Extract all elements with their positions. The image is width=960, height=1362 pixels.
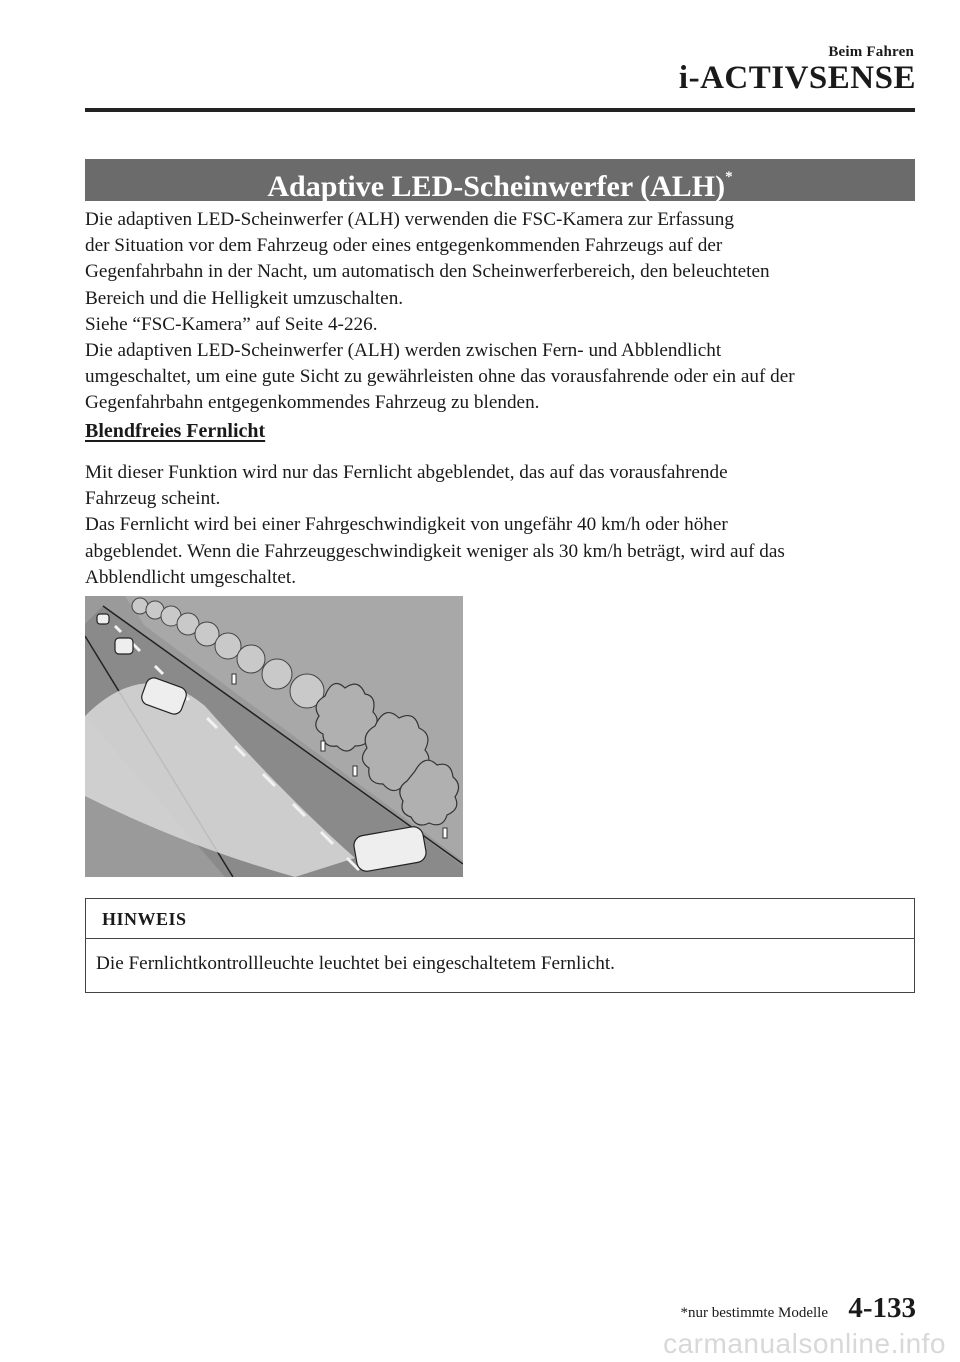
- section-title: Adaptive LED-Scheinwerfer (ALH): [267, 170, 726, 203]
- note-heading: HINWEIS: [86, 899, 914, 939]
- footnote: *nur bestimmte Modelle: [680, 1305, 828, 1321]
- glare-free-high-beam-illustration: [85, 596, 463, 877]
- subsection-line: Abblendlicht umgeschaltet.: [85, 566, 297, 588]
- cross-reference: Siehe “FSC-Kamera” auf Seite 4-226.: [85, 313, 378, 335]
- page-number: 4-133: [848, 1292, 916, 1324]
- subsection-paragraph: [85, 460, 925, 591]
- section-title-banner: [85, 159, 915, 201]
- subsection-line: abgeblendet. Wenn die Fahrzeuggeschwindigkeit weniger als 30 km/h beträgt, wird auf das: [85, 540, 785, 562]
- note-box: [85, 898, 915, 993]
- intro-line: Die adaptiven LED-Scheinwerfer (ALH) verwenden die FSC-Kamera zur Erfassung: [85, 209, 734, 230]
- intro-line: umgeschaltet, um eine gute Sicht zu gewährleisten ohne das vorausfahrende oder ein auf der: [85, 366, 795, 388]
- intro-line: Gegenfahrbahn in der Nacht, um automatisch den Scheinwerferbereich, den beleuchteten: [85, 261, 770, 283]
- subsection-line: Fahrzeug scheint.: [85, 488, 221, 510]
- intro-line: Bereich und die Helligkeit umzuschalten.: [85, 287, 404, 309]
- note-text: Die Fernlichtkontrollleuchte leuchtet bei eingeschaltetem Fernlicht.: [96, 953, 615, 974]
- subsection-line: Das Fernlicht wird bei einer Fahrgeschwindigkeit von ungefähr 40 km/h oder höher: [85, 514, 728, 536]
- intro-paragraph: [85, 207, 925, 417]
- intro-line: der Situation vor dem Fahrzeug oder eines entgegenkommenden Fahrzeugs auf der: [85, 235, 723, 257]
- watermark: carmanualsonline.info: [663, 1328, 946, 1359]
- header-chapter-title: i-ACTIVSENSE: [678, 60, 916, 96]
- road-scene-svg: [85, 596, 463, 877]
- header-section: Beim Fahren: [828, 44, 914, 60]
- title-asterisk: *: [725, 169, 733, 185]
- header-rule: [85, 108, 915, 112]
- intro-line: Gegenfahrbahn entgegenkommendes Fahrzeug zu blenden.: [85, 392, 540, 414]
- subsection-line: Mit dieser Funktion wird nur das Fernlicht abgeblendet, das auf das vorausfahrende: [85, 462, 728, 483]
- subsection-heading: Blendfreies Fernlicht: [85, 420, 266, 442]
- intro-line: Die adaptiven LED-Scheinwerfer (ALH) werden zwischen Fern- und Abblendlicht: [85, 340, 722, 362]
